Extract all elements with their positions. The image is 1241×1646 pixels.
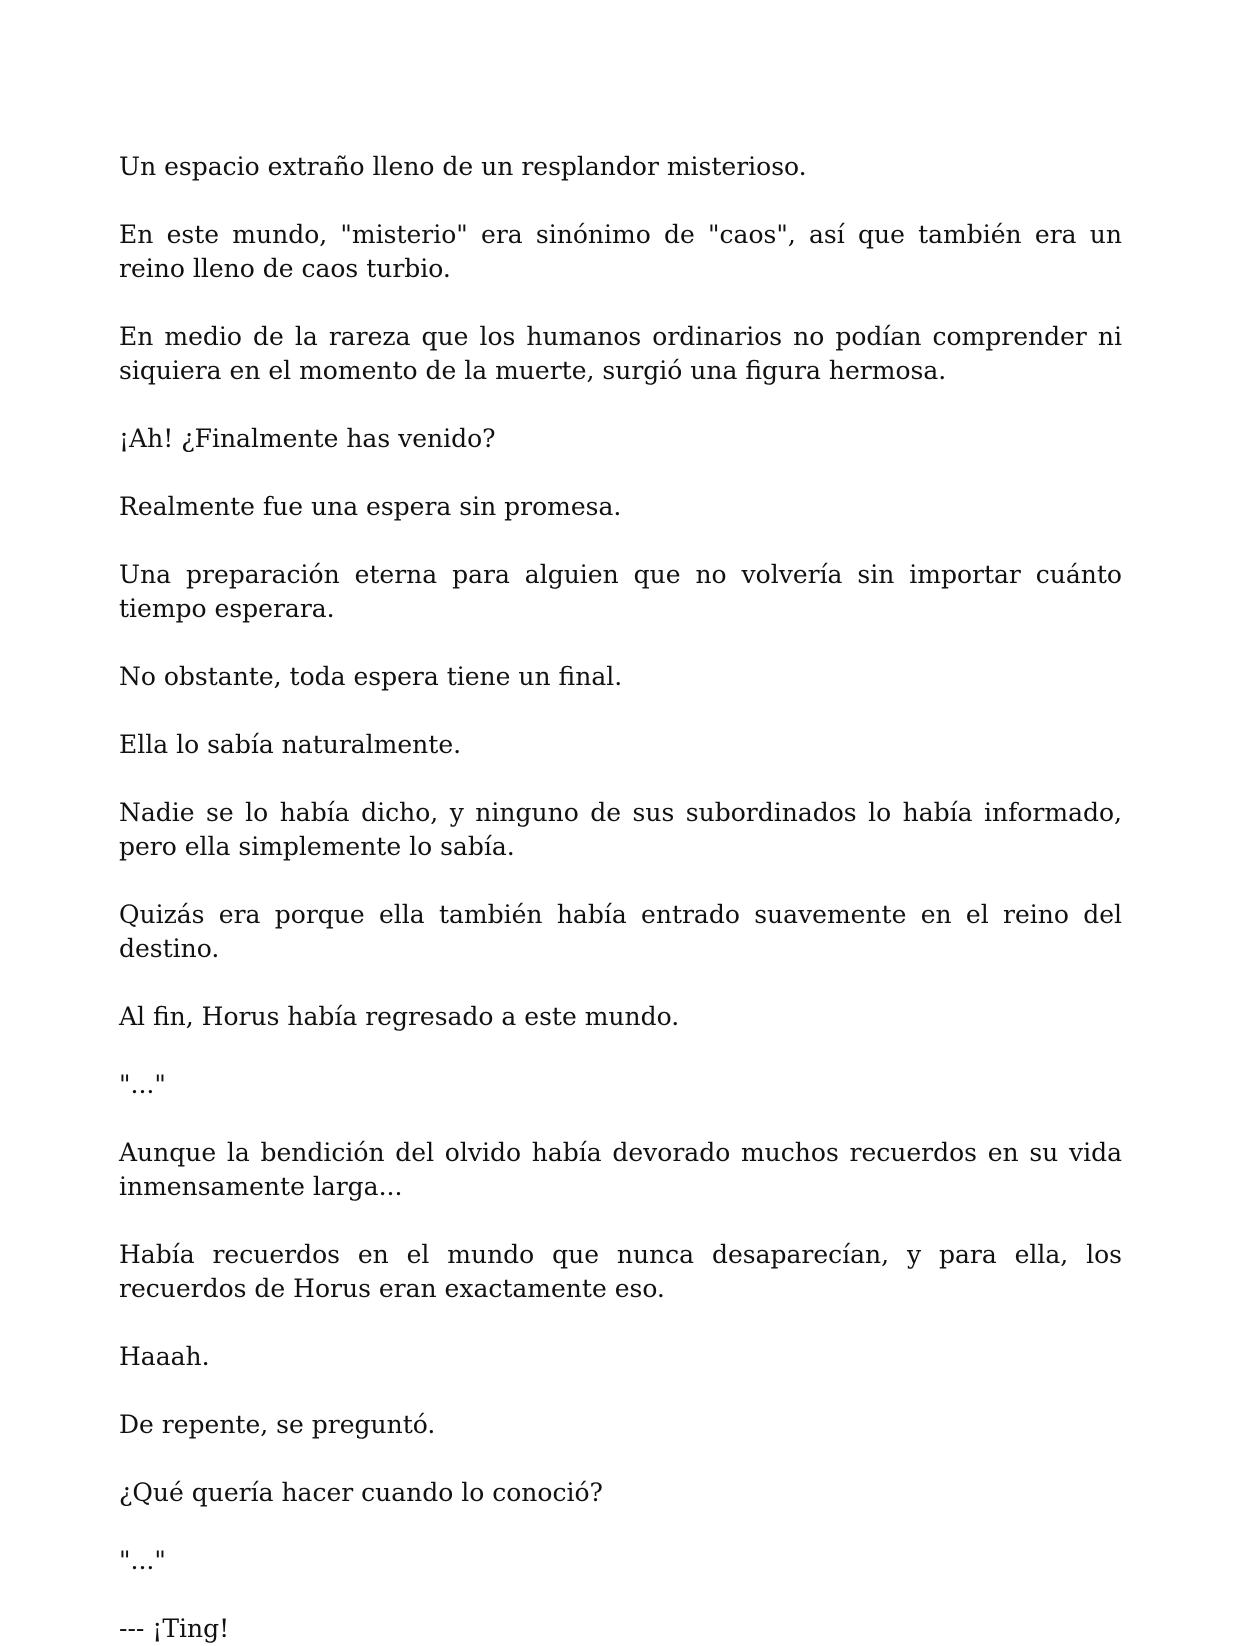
paragraph: En este mundo, "misterio" era sinónimo de "caos", así que también era un reino lleno de caos turbio. <box>119 220 1122 283</box>
paragraph: Aunque la bendición del olvido había devorado muchos recuerdos en su vida inmensamente larga... <box>119 1138 1122 1201</box>
paragraph: "..." <box>119 1546 166 1575</box>
paragraph: Ella lo sabía naturalmente. <box>119 730 462 759</box>
paragraph: Haaah. <box>119 1342 210 1371</box>
paragraph: "..." <box>119 1070 166 1099</box>
paragraph: Un espacio extraño lleno de un resplandor misterioso. <box>119 152 807 181</box>
paragraph: ¿Qué quería hacer cuando lo conoció? <box>119 1478 603 1507</box>
paragraph: No obstante, toda espera tiene un final. <box>119 662 623 691</box>
paragraph: De repente, se preguntó. <box>119 1410 436 1439</box>
paragraph: Realmente fue una espera sin promesa. <box>119 492 622 521</box>
paragraph: Había recuerdos en el mundo que nunca desaparecían, y para ella, los recuerdos de Horus eran exactamente eso. <box>119 1240 1122 1303</box>
paragraph: En medio de la rareza que los humanos ordinarios no podían comprender ni siquiera en el momento de la muerte, surgió una figura hermosa. <box>119 322 1122 385</box>
paragraph: Una preparación eterna para alguien que no volvería sin importar cuánto tiempo esperara. <box>119 560 1122 623</box>
paragraph: ¡Ah! ¿Finalmente has venido? <box>119 424 496 453</box>
paragraph: --- ¡Ting! <box>119 1614 230 1643</box>
document-body <box>119 150 1122 1646</box>
paragraph: Nadie se lo había dicho, y ninguno de sus subordinados lo había informado, pero ella simplemente lo sabía. <box>119 798 1122 861</box>
paragraph: Quizás era porque ella también había entrado suavemente en el reino del destino. <box>119 900 1122 963</box>
paragraph: Al fin, Horus había regresado a este mundo. <box>119 1002 680 1031</box>
